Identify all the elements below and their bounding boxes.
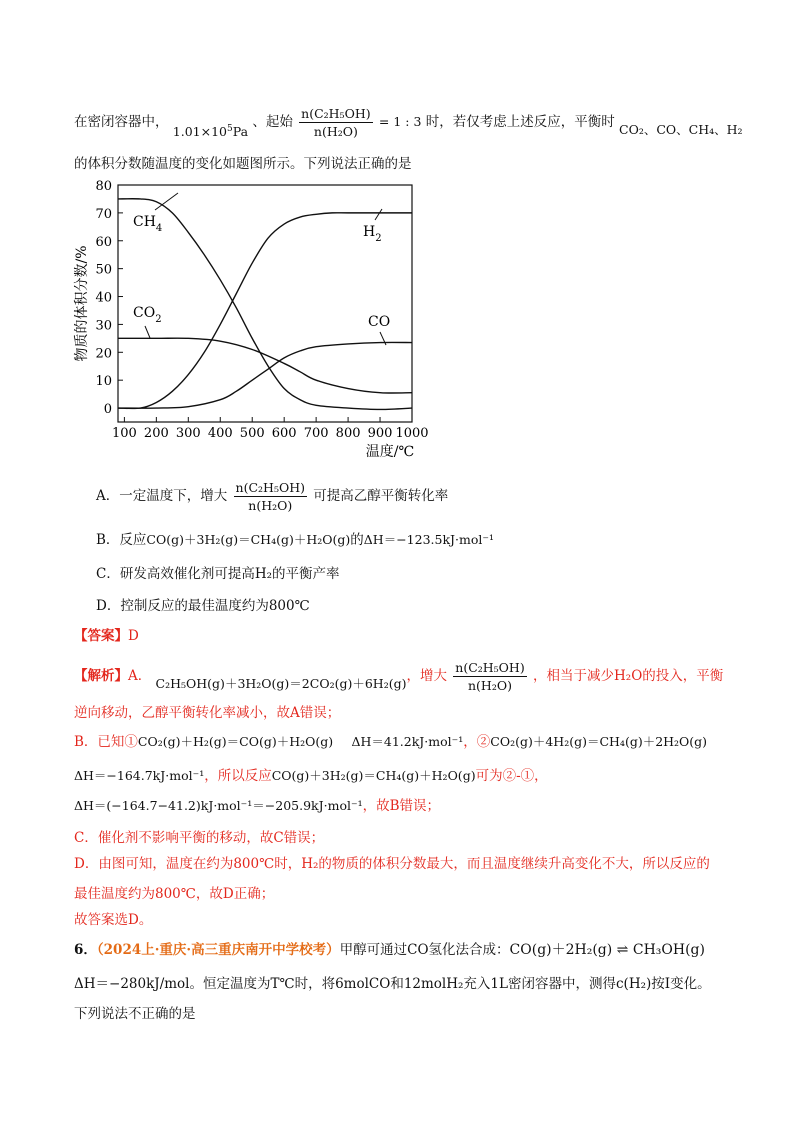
y-tick-label: 40 <box>95 290 112 306</box>
y-tick-label: 80 <box>95 179 112 194</box>
q6-line-3: 下列说法不正确的是 <box>74 1006 196 1022</box>
analysis-b-conclusion: ，故B错误； <box>362 798 441 814</box>
analysis-b-equation-3: CO(g)＋3H₂(g)＝CH₄(g)＋H₂O(g) <box>271 768 476 783</box>
q6-intro: 甲醇可通过CO氢化法合成： <box>339 942 510 958</box>
y-tick-label: 10 <box>95 374 112 390</box>
ratio-value: = 1 : 3 <box>378 114 422 129</box>
option-b-prefix: B．反应 <box>96 532 147 548</box>
volume-fraction-chart <box>60 172 440 462</box>
analysis-a-line-2: 逆向移动，乙醇平衡转化率减小，故A错误； <box>74 705 341 721</box>
q6-source: （2024上·重庆·高三重庆南开中学校考） <box>96 942 340 958</box>
q6-line-2: ΔH＝−280kJ/mol。恒定温度为T℃时，将6molCO和12molH₂充入1L密闭容器中，测得c(H₂)按I变化。 <box>74 976 711 992</box>
x-tick-label: 700 <box>303 426 329 441</box>
analysis-b-mid: ，② <box>463 734 491 750</box>
option-b-mid: 的 <box>350 532 364 548</box>
x-tick-label: 500 <box>239 426 265 441</box>
analysis-final: 故答案选D。 <box>74 912 153 928</box>
pressure-exponent: 5 <box>227 124 233 134</box>
analysis-b-equation-1: CO₂(g)＋H₂(g)＝CO(g)＋H₂O(g) <box>137 734 334 749</box>
plot-frame <box>118 185 412 422</box>
pressure-unit: Pa <box>232 124 249 139</box>
x-tick-label: 400 <box>207 426 233 441</box>
intro-text-c: 时，若仅考虑上述反应，平衡时 <box>425 114 615 130</box>
answer-value: D <box>128 628 139 644</box>
analysis-a-prefix: A． <box>128 668 152 684</box>
x-tick-label: 100 <box>111 426 137 441</box>
analysis-b-line-1 <box>74 730 707 750</box>
series-co2-label: $CO_2$ <box>133 305 162 325</box>
intro-line-1 <box>74 106 743 139</box>
q6-equation: CO(g)＋2H₂(g) ⇌ CH₃OH(g) <box>509 942 705 958</box>
x-tick-label: 900 <box>367 426 393 441</box>
option-a <box>96 480 448 513</box>
series-h2-leader <box>375 209 382 220</box>
y-axis-label: 物质的体积分数/% <box>74 245 90 362</box>
q6-line-1 <box>74 938 705 959</box>
analysis-d-line-1: D．由图可知，温度在约为800℃时，H₂的物质的体积分数最大，而且温度继续升高变化不大，所以反应的 <box>74 856 710 872</box>
analysis-tag: 【解析】 <box>74 668 128 684</box>
analysis-b-calculation: ΔH＝(−164.7−41.2)kJ·mol⁻¹＝−205.9kJ·mol⁻¹ <box>74 798 363 813</box>
analysis-b-equation-2: CO₂(g)＋4H₂(g)＝CH₄(g)＋2H₂O(g) <box>490 734 708 749</box>
option-b <box>96 528 494 548</box>
y-tick-label: 60 <box>95 234 112 250</box>
intro-text-b: 、起始 <box>252 114 293 130</box>
x-axis-label: 温度/℃ <box>365 444 415 460</box>
analysis-d-line-2: 最佳温度约为800℃，故D正确； <box>74 886 275 902</box>
analysis-b-prefix: B．已知① <box>74 734 138 750</box>
analysis-b-line-2 <box>74 764 548 784</box>
x-tick-label: 600 <box>271 426 297 441</box>
option-a-fraction <box>234 480 307 513</box>
y-tick-label: 50 <box>95 262 112 278</box>
series-h2-label: $H_2$ <box>363 224 382 244</box>
pressure-mantissa: 1.01×10 <box>172 124 228 139</box>
analysis-a-fraction <box>453 660 526 693</box>
series-co2-line <box>118 338 412 393</box>
analysis-a-denominator: n(H₂O) <box>468 678 512 693</box>
x-tick-label: 800 <box>335 426 361 441</box>
y-tick-label: 30 <box>95 318 112 334</box>
analysis-b-suffix: 可为②-①， <box>475 768 548 784</box>
x-tick-label: 200 <box>143 426 169 441</box>
analysis-a-suffix: ，相当于减少H₂O的投入，平衡 <box>533 668 724 684</box>
option-b-equation: CO(g)＋3H₂(g)＝CH₄(g)＋H₂O(g) <box>146 532 351 547</box>
q6-number: 6． <box>74 942 97 958</box>
option-a-prefix: A．一定温度下，增大 <box>96 488 228 504</box>
answer-tag: 【答案】 <box>74 628 128 644</box>
option-b-enthalpy: ΔH＝−123.5kJ·mol⁻¹ <box>363 532 494 547</box>
option-c: C．研发高效催化剂可提高H₂的平衡产率 <box>96 566 340 582</box>
ratio-numerator: n(C₂H₅OH) <box>301 106 371 121</box>
analysis-a-equation: C₂H₅OH(g)＋3H₂O(g)＝2CO₂(g)＋6H₂(g) <box>155 676 407 691</box>
initial-ratio-fraction <box>299 106 372 139</box>
pressure-value <box>173 124 248 139</box>
analysis-c: C．催化剂不影响平衡的移动，故C错误； <box>74 830 325 846</box>
analysis-a-line-1 <box>74 660 723 693</box>
analysis-a-mid: ，增大 <box>406 668 447 684</box>
option-d: D．控制反应的最佳温度约为800℃ <box>96 598 310 614</box>
intro-line-2: 的体积分数随温度的变化如题图所示。下列说法正确的是 <box>74 156 412 172</box>
option-a-suffix: 可提高乙醇平衡转化率 <box>313 488 449 504</box>
analysis-b-mid-2: ，所以反应 <box>204 768 272 784</box>
series-co-label: CO <box>368 314 391 330</box>
option-a-denominator: n(H₂O) <box>248 498 293 513</box>
y-tick-label: 0 <box>103 402 112 418</box>
series-ch4-label: $CH_4$ <box>133 214 163 234</box>
x-tick-label: 1000 <box>395 426 429 441</box>
series-h2-line <box>118 213 412 409</box>
analysis-a-numerator: n(C₂H₅OH) <box>455 660 525 675</box>
y-tick-label: 70 <box>95 206 112 222</box>
species-list: CO₂、CO、CH₄、H₂ <box>619 122 743 137</box>
analysis-b-enthalpy-2: ΔH＝−164.7kJ·mol⁻¹ <box>74 768 205 783</box>
y-tick-label: 20 <box>95 346 112 362</box>
x-tick-label: 300 <box>175 426 201 441</box>
analysis-b-enthalpy-1: ΔH＝41.2kJ·mol⁻¹ <box>351 734 464 749</box>
answer-line <box>74 624 139 644</box>
series-co2-leader <box>145 326 150 338</box>
ratio-denominator: n(H₂O) <box>313 124 358 139</box>
analysis-b-line-3 <box>74 794 440 814</box>
option-a-numerator: n(C₂H₅OH) <box>235 480 305 495</box>
intro-text-a: 在密闭容器中， <box>74 114 169 130</box>
